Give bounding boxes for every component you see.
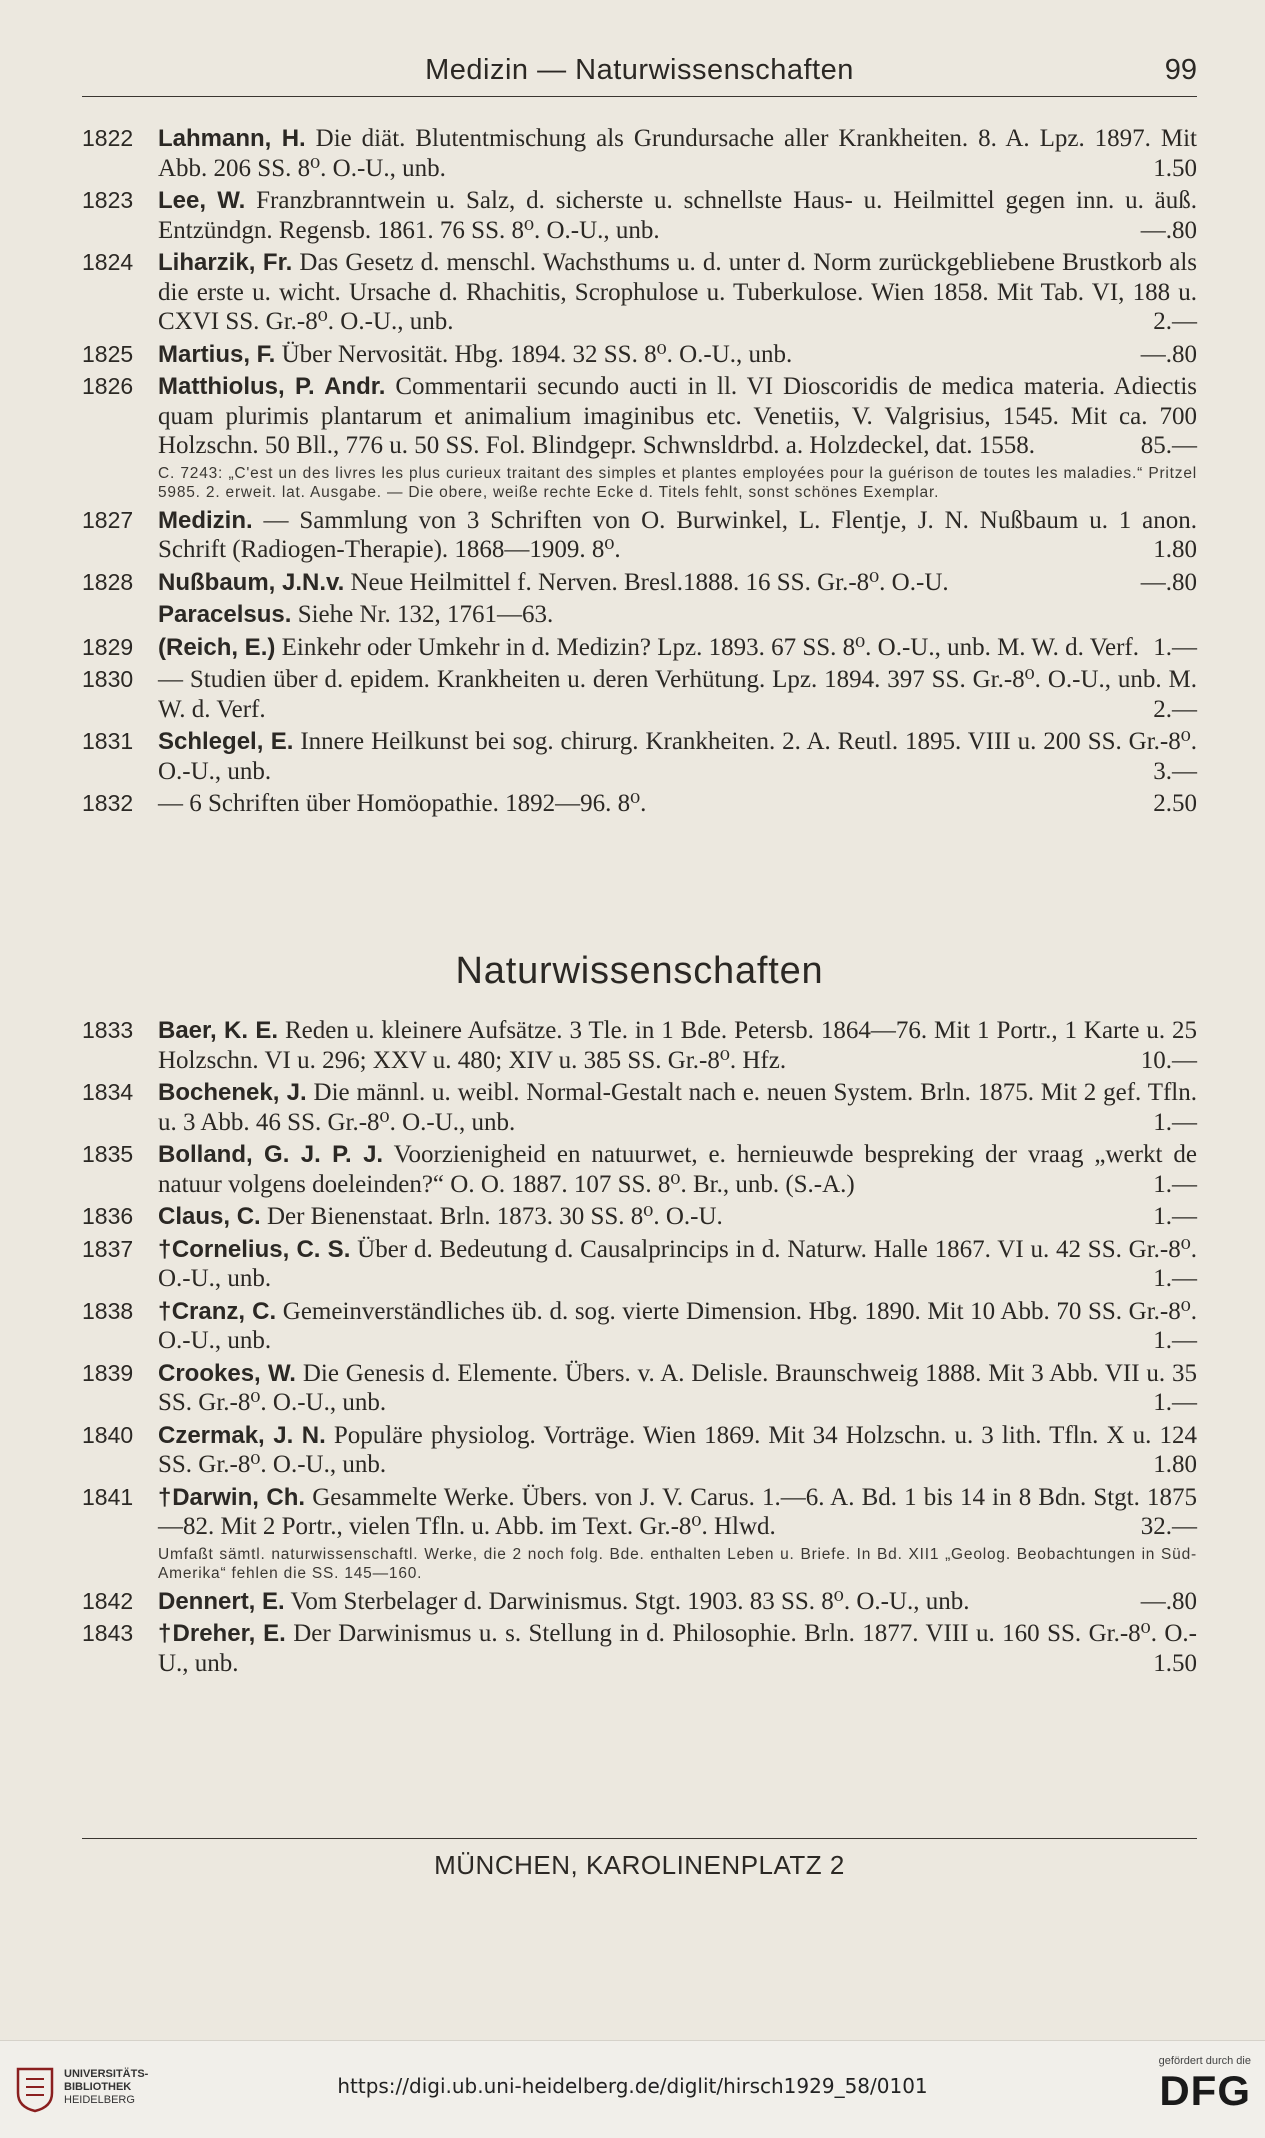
entry-body	[158, 600, 1197, 630]
entry-price: 1.50	[1153, 154, 1197, 182]
entry-text: Populäre physiolog. Vorträge. Wien 1869. Mit 34 Holzschn. u. 3 lith. Tfln. X u. 124 SS. Gr.-8⁰. O.-U., unb.	[158, 1421, 1197, 1478]
entry-text: — Sammlung von 3 Schriften von O. Burwinkel, L. Flentje, J. N. Nußbaum u. 1 anon. Schrift (Radiogen-Therapie). 1868—1909. 8⁰.	[158, 506, 1197, 563]
entry-number: 1832	[82, 790, 134, 816]
entry-text: Innere Heilkunst bei sog. chirurg. Krankheiten. 2. A. Reutl. 1895. VIII u. 200 SS. Gr.-8⁰. O.-U., unb.	[158, 728, 1198, 785]
entries-medizin	[82, 124, 1197, 822]
entry-body	[158, 1421, 1197, 1480]
dfg-caption: gefördert durch die	[1158, 2055, 1251, 2067]
entry-body	[158, 1359, 1197, 1418]
entry-number: 1825	[82, 340, 134, 367]
entry-number: 1826	[82, 373, 134, 399]
entry-number: 1824	[82, 249, 134, 275]
entry-body	[158, 124, 1197, 183]
entry-author: †Cornelius, C. S.	[158, 1235, 351, 1263]
catalog-entry	[82, 248, 1197, 337]
running-title: Medizin — Naturwissenschaften	[425, 54, 854, 86]
entry-author: Schlegel, E.	[158, 728, 294, 755]
entry-text: Gemeinverständliches üb. d. sog. vierte Dimension. Hbg. 1890. Mit 10 Abb. 70 SS. Gr.-8⁰. O.-U., unb.	[158, 1297, 1197, 1354]
entry-price: 1.—	[1153, 1327, 1197, 1354]
entry-text: Reden u. kleinere Aufsätze. 3 Tle. in 1 Bde. Petersb. 1864—76. Mit 1 Portr., 1 Karte u. 25 Holzschn. VI u. 296; XXV u. 480; XIV u. 385 SS. Gr.-8⁰. Hfz.	[158, 1017, 1197, 1074]
entry-author: Crookes, W.	[158, 1359, 296, 1387]
entry-body	[158, 1587, 1197, 1617]
catalog-entry	[82, 1587, 1197, 1617]
entry-price: 1.—	[1153, 633, 1197, 661]
entry-text: Über d. Bedeutung d. Causalprincips in d. Naturw. Halle 1867. VI u. 42 SS. Gr.-8⁰. O.-U., unb.	[158, 1235, 1197, 1292]
entry-price: 10.—	[1140, 1046, 1197, 1074]
logo-text-line1: UNIVERSITÄTS-	[64, 2068, 149, 2080]
catalog-entry	[82, 633, 1197, 663]
entry-body	[158, 506, 1197, 565]
entry-body	[158, 633, 1197, 663]
entry-note: C. 7243: „C'est un des livres les plus curieux traitant des simples et plantes employées pour la guérison de toutes les maladies.“ Pritzel 5985. 2. erweit. lat. Ausgabe. — Die obere, weiße rechte Ecke d. Titels fehlt, sonst schönes Exemplar.	[158, 464, 1197, 501]
entry-author: Nußbaum, J.N.v.	[158, 568, 345, 596]
catalog-entry	[82, 568, 1197, 598]
entry-price: 85.—	[1140, 432, 1197, 459]
entry-body	[158, 340, 1197, 370]
entry-text: — 6 Schriften über Homöopathie. 1892—96. 8⁰.	[158, 790, 647, 817]
entries-naturwissenschaften	[82, 1016, 1197, 1681]
entry-number: 1842	[82, 1587, 134, 1614]
entry-number: 1829	[82, 633, 134, 660]
entry-author: Czermak, J. N.	[158, 1421, 326, 1449]
entry-text: Die diät. Blutentmischung als Grundursache aller Krankheiten. 8. A. Lpz. 1897. Mit Abb. 206 SS. 8⁰. O.-U., unb.	[158, 125, 1197, 182]
entry-text: Franzbranntwein u. Salz, d. sicherste u. schnellste Haus- u. Heilmittel gegen inn. u. äuß. Entzündgn. Regensb. 1861. 76 SS. 8⁰. O.-U., unb.	[158, 187, 1198, 244]
entry-number: 1837	[82, 1235, 134, 1262]
entry-number: 1834	[82, 1079, 134, 1105]
entry-body	[158, 1235, 1197, 1294]
entry-text: Das Gesetz d. menschl. Wachsthums u. d. unter d. Norm zurückgebliebene Brustkorb als die erste u. wicht. Ursache d. Rhachitis, Scrophulose u. Tuberkulose. Wien 1858. Mit Tab. VI, 188 u. CXVI SS. Gr.-8⁰. O.-U., unb.	[158, 249, 1197, 335]
entry-number: 1835	[82, 1141, 134, 1167]
entry-text: Der Bienenstaat. Brln. 1873. 30 SS. 8⁰. O.-U.	[266, 1203, 723, 1230]
entry-text: Vom Sterbelager d. Darwinismus. Stgt. 1903. 83 SS. 8⁰. O.-U., unb.	[290, 1587, 970, 1615]
entry-body	[158, 372, 1197, 461]
entry-number: 1833	[82, 1017, 134, 1043]
page-footer: MÜNCHEN, KAROLINENPLATZ 2	[434, 1850, 845, 1880]
entry-price: 1.—	[1153, 1108, 1197, 1136]
entry-number: 1830	[82, 666, 134, 692]
entry-body	[158, 1483, 1197, 1542]
viewer-footer-bar	[0, 2040, 1265, 2138]
permalink-url[interactable]: https://digi.ub.uni-heidelberg.de/diglit/hirsch1929_58/0101	[337, 2074, 928, 2098]
footer-rule	[82, 1838, 1197, 1839]
catalog-entry	[82, 506, 1197, 565]
entry-author: Liharzik, Fr.	[158, 249, 293, 276]
entry-author: Medizin.	[158, 506, 253, 534]
catalog-entry	[82, 1016, 1197, 1075]
entry-text: Gesammelte Werke. Übers. von J. V. Carus. 1.—6. A. Bd. 1 bis 14 in 8 Bdn. Stgt. 1875—82. Mit 2 Portr., vielen Tfln. u. Abb. im Text. Gr.-8⁰. Hlwd.	[158, 1483, 1197, 1540]
entry-price: 1.50	[1153, 1649, 1197, 1677]
entry-price: 1.80	[1153, 536, 1197, 563]
entry-number: 1838	[82, 1297, 134, 1324]
entry-note: Umfaßt sämtl. naturwissenschaftl. Werke, die 2 noch folg. Bde. enthalten Leben u. Briefe. In Bd. XII1 „Geolog. Beobachtungen in Süd-Amerika“ fehlen die SS. 145—160.	[158, 1545, 1197, 1582]
entry-price: 32.—	[1140, 1513, 1197, 1540]
entry-text: Voorzienigheid en natuurwet, e. hernieuwde bespreking der vraag „werkt de natuur volgens doeleinden?“ O. O. 1887. 107 SS. 8⁰. Br., unb. (S.-A.)	[158, 1141, 1197, 1198]
entry-author: Martius, F.	[158, 340, 276, 368]
entry-author: Dennert, E.	[158, 1587, 285, 1615]
page-number: 99	[1164, 54, 1197, 86]
entry-author: †Darwin, Ch.	[158, 1483, 306, 1511]
entry-price: 1.—	[1153, 1170, 1197, 1198]
entry-body	[158, 1016, 1197, 1075]
entry-text: Der Darwinismus u. s. Stellung in d. Philosophie. Brln. 1877. VIII u. 160 SS. Gr.-8⁰. O.-U., unb.	[158, 1620, 1198, 1677]
logo-text-line3: HEIDELBERG	[64, 2094, 135, 2106]
entry-body	[158, 665, 1197, 724]
entry-number: 1827	[82, 506, 134, 533]
entry-price: —.80	[1140, 340, 1197, 368]
catalog-entry	[82, 340, 1197, 370]
logo-text-line2: BIBLIOTHEK	[64, 2081, 132, 2093]
catalog-entry	[82, 1202, 1197, 1232]
entry-author: Bolland, G. J. P. J.	[158, 1141, 384, 1168]
entry-text: Über Nervosität. Hbg. 1894. 32 SS. 8⁰. O.-U., unb.	[281, 340, 793, 368]
entry-number: 1841	[82, 1483, 134, 1510]
entry-author: Baer, K. E.	[158, 1017, 279, 1044]
entry-price: —.80	[1140, 1587, 1197, 1615]
catalog-entry	[82, 600, 1197, 630]
dfg-logo[interactable]	[1111, 2055, 1251, 2115]
entry-body	[158, 248, 1197, 337]
entry-body	[158, 1619, 1197, 1678]
entry-author: Bochenek, J.	[158, 1079, 307, 1106]
entry-number: 1843	[82, 1620, 134, 1646]
entry-author: Lahmann, H.	[158, 125, 306, 152]
catalog-entry	[82, 665, 1197, 724]
entry-price: 1.—	[1153, 1203, 1197, 1230]
entry-body	[158, 727, 1197, 786]
section-heading: Naturwissenschaften	[455, 950, 824, 992]
entry-price: 1.80	[1153, 1451, 1197, 1478]
entry-number: 1822	[82, 125, 134, 151]
entry-body	[158, 1078, 1197, 1137]
entry-number: 1831	[82, 728, 134, 754]
entry-author: (Reich, E.)	[158, 633, 276, 661]
entry-body	[158, 1140, 1197, 1199]
entry-number: 1828	[82, 568, 134, 595]
entry-author: Claus, C.	[158, 1203, 261, 1230]
catalog-entry	[82, 1421, 1197, 1480]
entry-text: Siehe Nr. 132, 1761—63.	[297, 601, 554, 628]
entry-price: 1.—	[1153, 1265, 1197, 1292]
dfg-wordmark: DFG	[1159, 2067, 1251, 2114]
catalog-entry	[82, 372, 1197, 461]
catalog-entry	[82, 1235, 1197, 1294]
catalog-entry	[82, 1619, 1197, 1678]
entry-text: Neue Heilmittel f. Nerven. Bresl.1888. 16 SS. Gr.-8⁰. O.-U.	[350, 568, 949, 596]
catalog-entry	[82, 186, 1197, 245]
catalog-entry	[82, 1297, 1197, 1356]
entry-price: 1.—	[1153, 1389, 1197, 1416]
entry-author: †Dreher, E.	[158, 1620, 286, 1647]
entry-price: —.80	[1140, 568, 1197, 596]
entry-body	[158, 1297, 1197, 1356]
entry-body	[158, 568, 1197, 598]
catalog-entry	[82, 1078, 1197, 1137]
entry-price: 2.—	[1153, 308, 1197, 335]
catalog-entry	[82, 1483, 1197, 1542]
entry-text: Die Genesis d. Elemente. Übers. v. A. Delisle. Braunschweig 1888. Mit 3 Abb. VII u. 35 SS. Gr.-8⁰. O.-U., unb.	[158, 1359, 1197, 1416]
entry-author: Paracelsus.	[158, 601, 292, 628]
entry-number: 1823	[82, 187, 134, 213]
entry-price: 3.—	[1153, 757, 1197, 785]
entry-author: Matthiolus, P. Andr.	[158, 373, 386, 400]
catalog-entry	[82, 727, 1197, 786]
entry-price: —.80	[1140, 216, 1197, 244]
page-header	[82, 52, 1197, 97]
entry-author: Lee, W.	[158, 187, 246, 214]
entry-number: 1836	[82, 1203, 134, 1229]
entry-text: Einkehr oder Umkehr in d. Medizin? Lpz. 1893. 67 SS. 8⁰. O.-U., unb. M. W. d. Verf.	[281, 633, 1139, 661]
catalog-entry	[82, 124, 1197, 183]
entry-text: — Studien über d. epidem. Krankheiten u. deren Verhütung. Lpz. 1894. 397 SS. Gr.-8⁰. O.-U., unb. M. W. d. Verf.	[158, 666, 1197, 723]
entry-body	[158, 789, 1197, 819]
entry-author: †Cranz, C.	[158, 1297, 277, 1325]
catalog-entry	[82, 789, 1197, 819]
entry-text: Die männl. u. weibl. Normal-Gestalt nach e. neuen System. Brln. 1875. Mit 2 gef. Tfln. u. 3 Abb. 46 SS. Gr.-8⁰. O.-U., unb.	[158, 1079, 1197, 1136]
entry-number: 1840	[82, 1421, 134, 1448]
entry-price: 2.—	[1153, 695, 1197, 723]
entry-text: Commentarii secundo aucti in ll. VI Dioscoridis de medica materia. Adiectis quam plurimis plantarum et animalium imaginibus etc. Venetiis, V. Valgrisius, 1545. Mit ca. 700 Holzschn. 50 Bll., 776 u. 50 SS. Fol. Blindgepr. Schwnsldrbd. a. Holzdeckel, dat. 1558.	[158, 373, 1197, 459]
entry-number: 1839	[82, 1359, 134, 1386]
catalog-entry	[82, 1140, 1197, 1199]
entry-price: 2.50	[1153, 790, 1197, 817]
entry-body	[158, 1202, 1197, 1232]
catalog-entry	[82, 1359, 1197, 1418]
entry-body	[158, 186, 1197, 245]
